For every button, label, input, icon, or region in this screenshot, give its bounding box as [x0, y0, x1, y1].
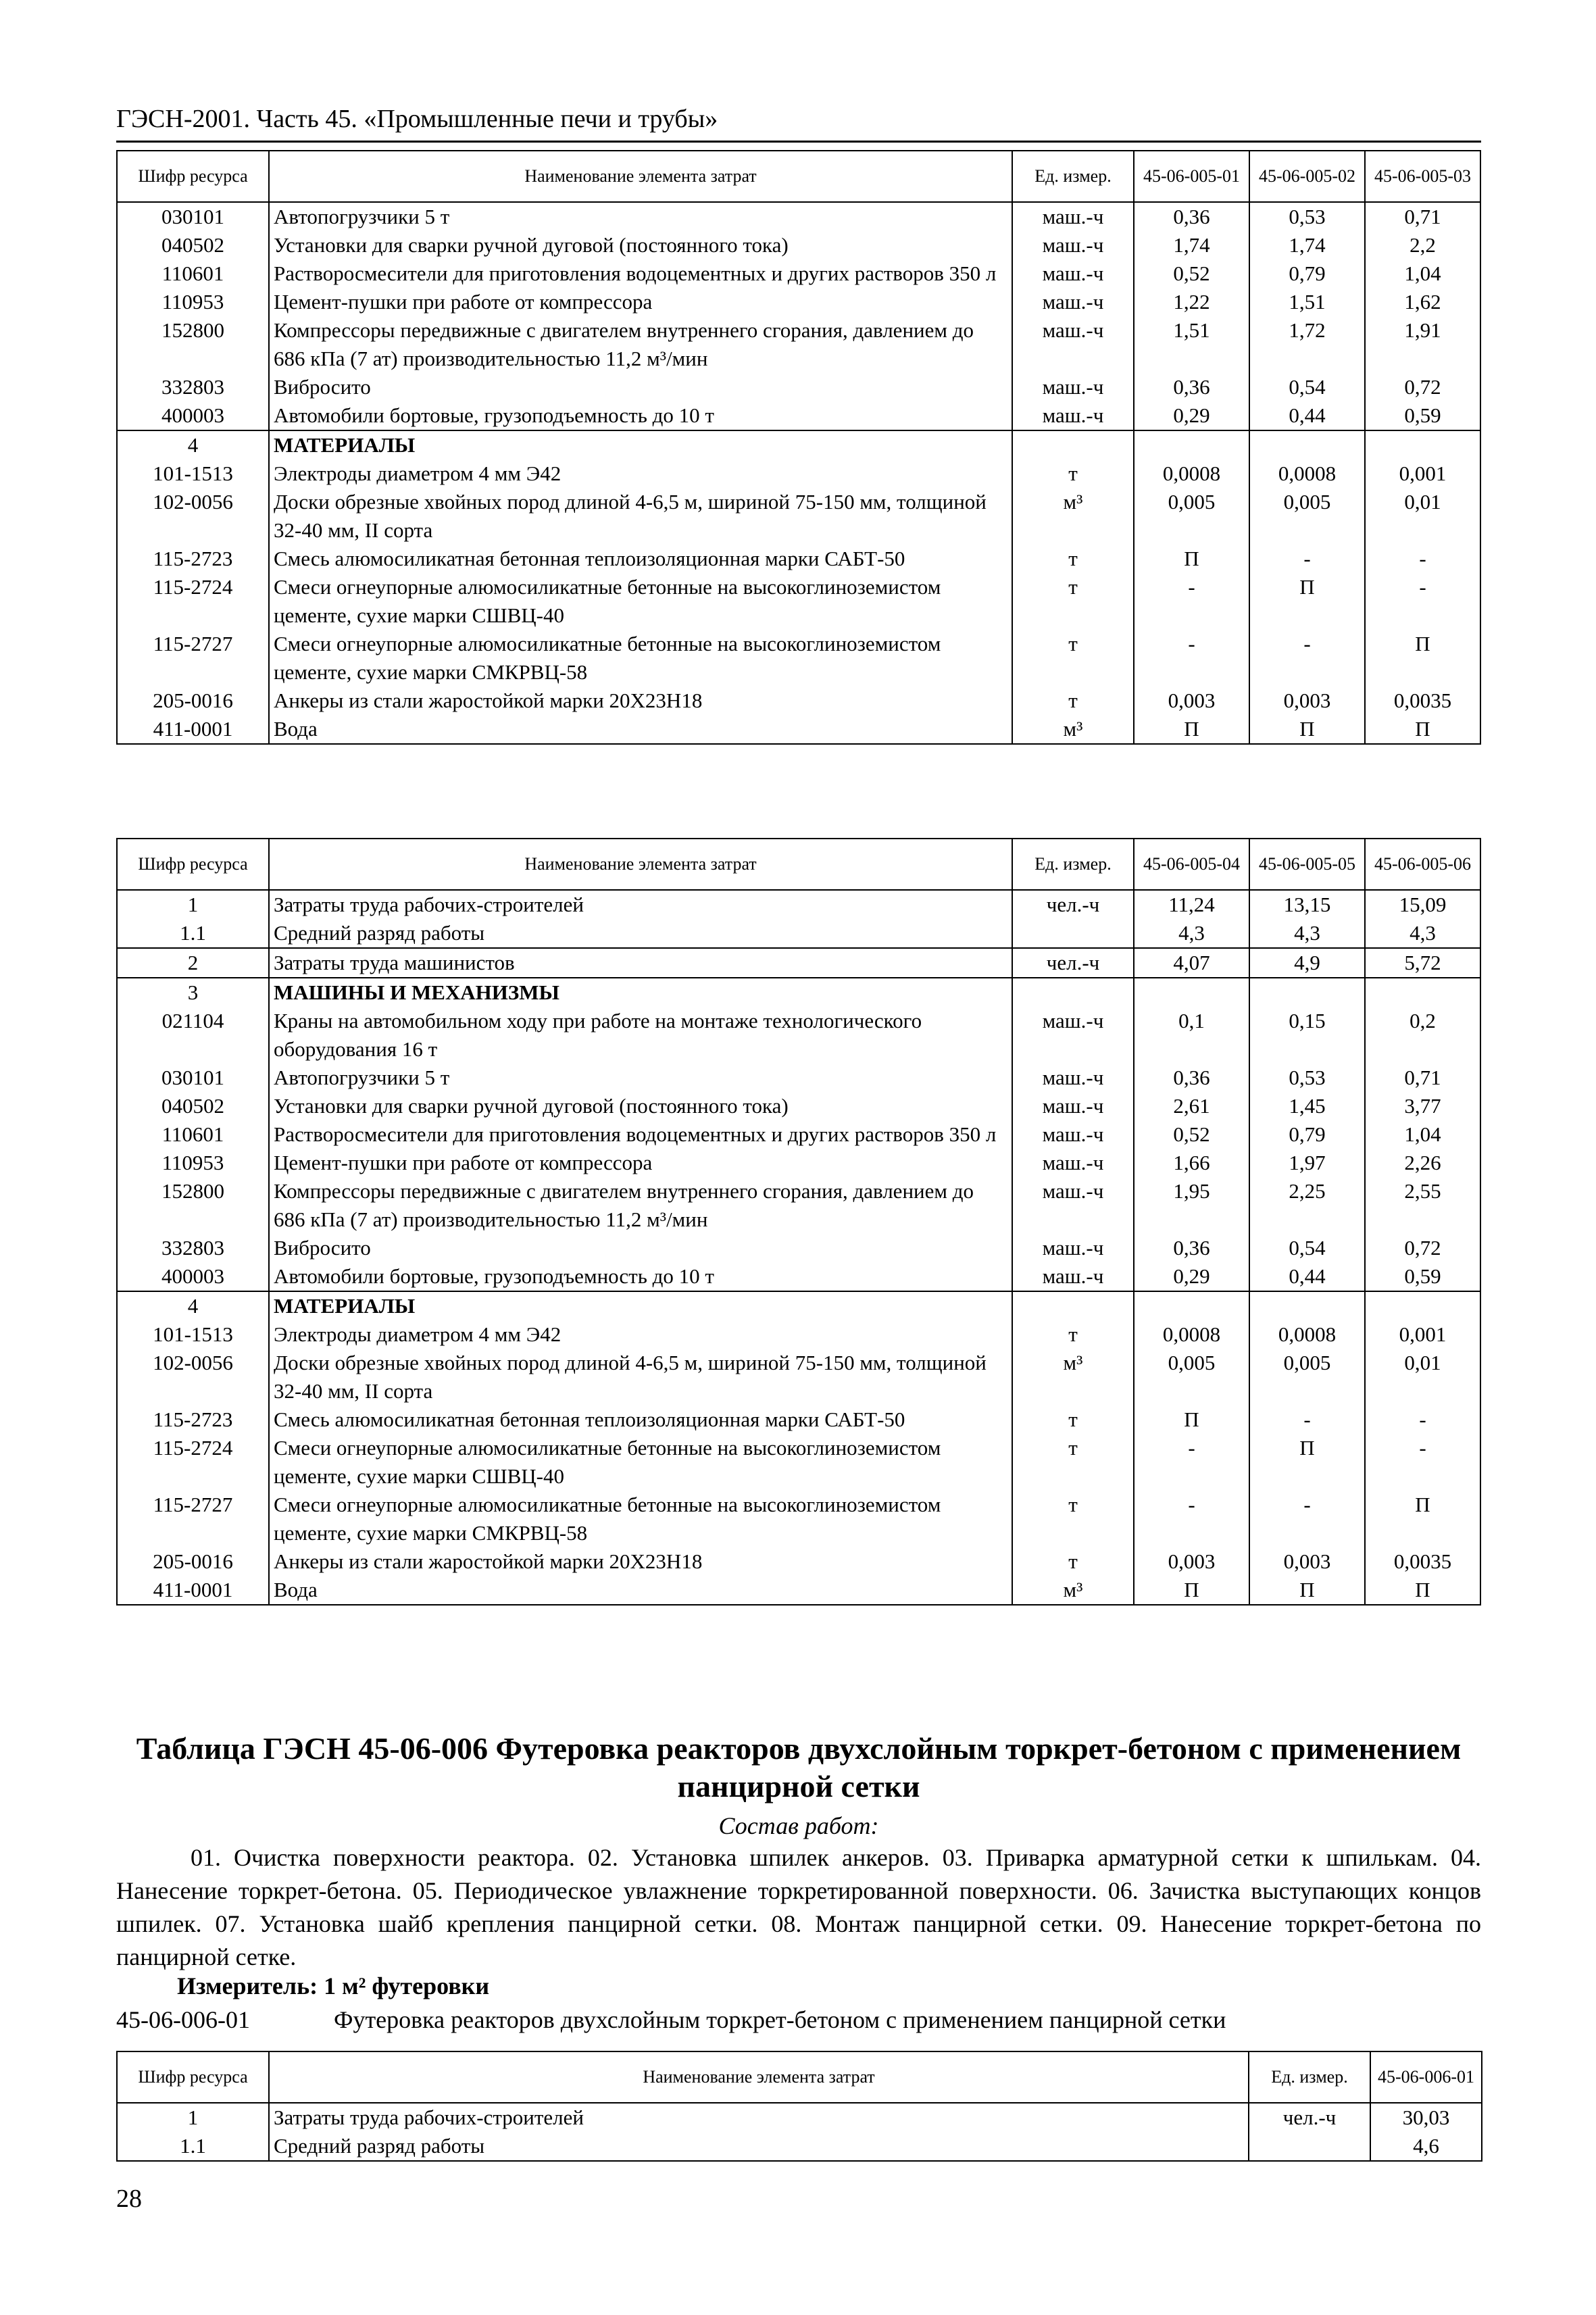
unit-of-measure [1012, 919, 1134, 948]
column-header: Шифр ресурса [117, 2051, 269, 2103]
norm-value: 0,0008 [1134, 1320, 1249, 1349]
norm-value: 1,22 [1134, 288, 1249, 316]
cost-element-name: Доски обрезные хвойных пород длиной 4-6,5 м, шириной 75-150 мм, толщиной 32-40 мм, II сорта [269, 488, 1012, 545]
unit-of-measure: маш.-ч [1012, 1092, 1134, 1120]
resource-code: 115-2724 [117, 573, 269, 630]
meter-label: Измеритель: 1 м² футеровки [177, 1972, 490, 1999]
table-row [117, 1149, 1480, 1177]
table-row [117, 687, 1480, 715]
resource-code: 030101 [117, 202, 269, 231]
unit-of-measure [1012, 430, 1134, 459]
resource-code: 115-2727 [117, 1491, 269, 1547]
resource-code: 040502 [117, 231, 269, 259]
norm-value: 0,54 [1249, 373, 1365, 401]
resource-code: 332803 [117, 1234, 269, 1262]
table-row [117, 2132, 1482, 2161]
cost-element-name: Компрессоры передвижные с двигателем внутреннего сгорания, давлением до 686 кПа (7 ат) производительностью 11,2 м³/мин [269, 316, 1012, 373]
norm-value: 0,71 [1365, 1064, 1480, 1092]
column-header: Шифр ресурса [117, 839, 269, 890]
unit-of-measure: т [1012, 1547, 1134, 1576]
table-body [117, 202, 1480, 744]
norm-value: - [1249, 1405, 1365, 1434]
unit-of-measure: маш.-ч [1012, 202, 1134, 231]
table-row [117, 1547, 1480, 1576]
table-row [117, 573, 1480, 630]
unit-of-measure: чел.-ч [1012, 948, 1134, 978]
unit-of-measure: т [1012, 1405, 1134, 1434]
norm-value: 0,003 [1134, 687, 1249, 715]
resource-code: 115-2727 [117, 630, 269, 687]
norm-value: - [1365, 1405, 1480, 1434]
unit-of-measure: т [1012, 630, 1134, 687]
norm-value: 0,71 [1365, 202, 1480, 231]
cost-element-name: Смеси огнеупорные алюмосиликатные бетонные на высокоглиноземистом цементе, сухие марки СМКРВЦ-58 [269, 1491, 1012, 1547]
resource-code: 411-0001 [117, 715, 269, 744]
table-row [117, 1064, 1480, 1092]
norm-value: - [1134, 1491, 1249, 1547]
norm-value [1365, 430, 1480, 459]
column-header: 45-06-005-06 [1365, 839, 1480, 890]
table-row [117, 316, 1480, 373]
table-row [117, 1491, 1480, 1547]
norm-code: 45-06-006-01 [116, 2006, 250, 2033]
norm-value: 0,52 [1134, 259, 1249, 288]
norm-value: 0,2 [1365, 1007, 1480, 1064]
cost-element-name: Установки для сварки ручной дуговой (постоянного тока) [269, 231, 1012, 259]
resource-code: 1.1 [117, 919, 269, 948]
norm-value: 0,79 [1249, 1120, 1365, 1149]
table-row [117, 1405, 1480, 1434]
table-row [117, 259, 1480, 288]
norm-value: 11,24 [1134, 890, 1249, 919]
cost-element-name: Растворосмесители для приготовления водоцементных и других растворов 350 л [269, 1120, 1012, 1149]
norm-value: 0,005 [1134, 1349, 1249, 1405]
cost-element-name: Растворосмесители для приготовления водоцементных и других растворов 350 л [269, 259, 1012, 288]
norm-value: 0,36 [1134, 373, 1249, 401]
table-row [117, 1234, 1480, 1262]
cost-table-3 [116, 2051, 1482, 2162]
resource-code: 4 [117, 430, 269, 459]
unit-of-measure: м³ [1012, 1576, 1134, 1605]
cost-element-name: Смеси огнеупорные алюмосиликатные бетонные на высокоглиноземистом цементе, сухие марки СМКРВЦ-58 [269, 630, 1012, 687]
cost-element-name: Компрессоры передвижные с двигателем внутреннего сгорания, давлением до 686 кПа (7 ат) производительностью 11,2 м³/мин [269, 1177, 1012, 1234]
resource-code: 115-2723 [117, 1405, 269, 1434]
table-row [117, 1120, 1480, 1149]
cost-table-1 [116, 150, 1481, 745]
cost-element-name: МАТЕРИАЛЫ [269, 1291, 1012, 1320]
works-label: Состав работ: [718, 1812, 879, 1839]
unit-of-measure: маш.-ч [1012, 1149, 1134, 1177]
norm-value: 1,04 [1365, 259, 1480, 288]
norm-value: 0,005 [1249, 488, 1365, 545]
norm-value: П [1249, 1576, 1365, 1605]
norm-value: - [1365, 573, 1480, 630]
norm-value: П [1249, 573, 1365, 630]
norm-value: 0,72 [1365, 1234, 1480, 1262]
cost-element-name: Затраты труда рабочих-строителей [269, 2103, 1249, 2132]
column-header: Наименование элемента затрат [269, 2051, 1249, 2103]
norm-value: 0,72 [1365, 373, 1480, 401]
resource-code: 101-1513 [117, 459, 269, 488]
norm-value: 4,3 [1365, 919, 1480, 948]
unit-of-measure: м³ [1012, 1349, 1134, 1405]
table-header-row [117, 839, 1480, 890]
column-header: 45-06-005-04 [1134, 839, 1249, 890]
unit-of-measure: т [1012, 687, 1134, 715]
norm-value: 1,74 [1134, 231, 1249, 259]
norm-value: - [1134, 630, 1249, 687]
norm-value: 0,29 [1134, 1262, 1249, 1291]
norm-value: 1,97 [1249, 1149, 1365, 1177]
cost-element-name: Цемент-пушки при работе от компрессора [269, 288, 1012, 316]
unit-of-measure: т [1012, 545, 1134, 573]
column-header: 45-06-006-01 [1370, 2051, 1482, 2103]
norm-value: П [1365, 1491, 1480, 1547]
resource-code: 040502 [117, 1092, 269, 1120]
resource-code: 102-0056 [117, 488, 269, 545]
table-row [117, 1007, 1480, 1064]
unit-of-measure: маш.-ч [1012, 1177, 1134, 1234]
table-header-row [117, 2051, 1482, 2103]
unit-of-measure [1249, 2132, 1370, 2161]
norm-value [1249, 1291, 1365, 1320]
norm-value: 0,0035 [1365, 1547, 1480, 1576]
norm-value: 0,36 [1134, 1234, 1249, 1262]
table-row [117, 919, 1480, 948]
norm-value: - [1365, 1434, 1480, 1491]
norm-value: П [1365, 1576, 1480, 1605]
column-header: Наименование элемента затрат [269, 839, 1012, 890]
resource-code: 102-0056 [117, 1349, 269, 1405]
column-header: 45-06-005-01 [1134, 151, 1249, 202]
table-row [117, 715, 1480, 744]
norm-value [1134, 1291, 1249, 1320]
norm-value: 1,95 [1134, 1177, 1249, 1234]
page-header: ГЭСН-2001. Часть 45. «Промышленные печи и трубы» [116, 105, 718, 133]
norm-value: 1,91 [1365, 316, 1480, 373]
cost-element-name: Анкеры из стали жаростойкой марки 20Х23Н18 [269, 1547, 1012, 1576]
cost-table-2 [116, 838, 1481, 1605]
norm-value: 0,59 [1365, 401, 1480, 430]
cost-element-name: Вибросито [269, 1234, 1012, 1262]
table-row [117, 488, 1480, 545]
cost-element-name: Автомобили бортовые, грузоподъемность до 10 т [269, 1262, 1012, 1291]
resource-code: 1 [117, 2103, 269, 2132]
unit-of-measure: маш.-ч [1012, 1064, 1134, 1092]
resource-code: 2 [117, 948, 269, 978]
norm-value: 5,72 [1365, 948, 1480, 978]
table-row [117, 288, 1480, 316]
unit-of-measure: маш.-ч [1012, 316, 1134, 373]
unit-of-measure: т [1012, 573, 1134, 630]
section-title: Таблица ГЭСН 45-06-006 Футеровка реакторов двухслойным торкрет-бетоном с применением панцирной сетки [136, 1731, 1462, 1803]
resource-code: 115-2723 [117, 545, 269, 573]
resource-code: 1.1 [117, 2132, 269, 2161]
norm-value: П [1134, 1405, 1249, 1434]
unit-of-measure [1012, 1291, 1134, 1320]
unit-of-measure: м³ [1012, 715, 1134, 744]
norm-value [1134, 430, 1249, 459]
table-row [117, 231, 1480, 259]
resource-code: 110953 [117, 1149, 269, 1177]
resource-code: 205-0016 [117, 687, 269, 715]
table-row [117, 401, 1480, 430]
norm-value: 0,79 [1249, 259, 1365, 288]
cost-element-name: Электроды диаметром 4 мм Э42 [269, 459, 1012, 488]
cost-element-name: Смеси огнеупорные алюмосиликатные бетонные на высокоглиноземистом цементе, сухие марки СШВЦ-40 [269, 1434, 1012, 1491]
norm-value: 3,77 [1365, 1092, 1480, 1120]
norm-name: Футеровка реакторов двухслойным торкрет-бетоном с применением панцирной сетки [334, 2006, 1226, 2033]
unit-of-measure: т [1012, 459, 1134, 488]
works-description: 01. Очистка поверхности реактора. 02. Установка шпилек анкеров. 03. Приварка арматурной сетки к шпилькам. 04. Нанесение торкрет-бетона. 05. Периодическое увлажнение торкретированной поверхности. 06. Зачистка выступающих концов шпилек. 07. Установка шайб крепления панцирной сетки. 08. Монтаж панцирной сетки. 09. Нанесение торкрет-бетона по панцирной сетке. [116, 1844, 1481, 1970]
unit-of-measure: маш.-ч [1012, 373, 1134, 401]
norm-value: 4,6 [1370, 2132, 1482, 2161]
cost-element-name: Вода [269, 1576, 1012, 1605]
resource-code: 3 [117, 978, 269, 1007]
norm-value: П [1134, 1576, 1249, 1605]
resource-code: 101-1513 [117, 1320, 269, 1349]
unit-of-measure: маш.-ч [1012, 401, 1134, 430]
cost-element-name: Смесь алюмосиликатная бетонная теплоизоляционная марки САБТ-50 [269, 545, 1012, 573]
table-row [117, 890, 1480, 919]
unit-of-measure: маш.-ч [1012, 1262, 1134, 1291]
unit-of-measure: маш.-ч [1012, 259, 1134, 288]
norm-value: 1,72 [1249, 316, 1365, 373]
cost-element-name: Цемент-пушки при работе от компрессора [269, 1149, 1012, 1177]
norm-value: 4,3 [1249, 919, 1365, 948]
unit-of-measure: т [1012, 1320, 1134, 1349]
norm-value: - [1134, 573, 1249, 630]
cost-element-name: Средний разряд работы [269, 919, 1012, 948]
norm-value: 0,001 [1365, 459, 1480, 488]
cost-element-name: МАТЕРИАЛЫ [269, 430, 1012, 459]
table-row [117, 1349, 1480, 1405]
norm-value: 0,1 [1134, 1007, 1249, 1064]
unit-of-measure: м³ [1012, 488, 1134, 545]
norm-value [1365, 1291, 1480, 1320]
norm-value: - [1134, 1434, 1249, 1491]
header-rule [116, 141, 1481, 143]
norm-value: 0,0008 [1249, 1320, 1365, 1349]
norm-value: - [1249, 545, 1365, 573]
norm-value: 1,45 [1249, 1092, 1365, 1120]
norm-value: 1,51 [1134, 316, 1249, 373]
table-row [117, 373, 1480, 401]
norm-value: 0,0008 [1249, 459, 1365, 488]
column-header: Ед. измер. [1249, 2051, 1370, 2103]
norm-value: 0,01 [1365, 1349, 1480, 1405]
unit-of-measure [1012, 978, 1134, 1007]
norm-value: 0,44 [1249, 1262, 1365, 1291]
norm-line [116, 2005, 1481, 2035]
norm-value: П [1134, 715, 1249, 744]
table-row [117, 978, 1480, 1007]
table-row [117, 1092, 1480, 1120]
column-header: 45-06-005-03 [1365, 151, 1480, 202]
table-row [117, 1434, 1480, 1491]
table-row [117, 1262, 1480, 1291]
page-number: 28 [116, 2185, 142, 2213]
cost-element-name: Электроды диаметром 4 мм Э42 [269, 1320, 1012, 1349]
norm-value [1249, 978, 1365, 1007]
column-header: 45-06-005-02 [1249, 151, 1365, 202]
cost-element-name: Вибросито [269, 373, 1012, 401]
table-row [117, 459, 1480, 488]
norm-value: 13,15 [1249, 890, 1365, 919]
norm-value: 2,26 [1365, 1149, 1480, 1177]
table-row [117, 1320, 1480, 1349]
norm-value: П [1249, 715, 1365, 744]
cost-element-name: Краны на автомобильном ходу при работе на монтаже технологического оборудования 16 т [269, 1007, 1012, 1064]
cost-element-name: Анкеры из стали жаростойкой марки 20Х23Н18 [269, 687, 1012, 715]
column-header: Ед. измер. [1012, 839, 1134, 890]
cost-element-name: Смеси огнеупорные алюмосиликатные бетонные на высокоглиноземистом цементе, сухие марки СШВЦ-40 [269, 573, 1012, 630]
norm-value: 0,0008 [1134, 459, 1249, 488]
unit-of-measure: т [1012, 1491, 1134, 1547]
unit-of-measure: маш.-ч [1012, 231, 1134, 259]
norm-value: 0,52 [1134, 1120, 1249, 1149]
table-row [117, 630, 1480, 687]
table-row [117, 1177, 1480, 1234]
norm-value: 0,0035 [1365, 687, 1480, 715]
table-body [117, 890, 1480, 1605]
resource-code: 1 [117, 890, 269, 919]
table-row [117, 2103, 1482, 2132]
resource-code: 110601 [117, 1120, 269, 1149]
resource-code: 4 [117, 1291, 269, 1320]
cost-element-name: МАШИНЫ И МЕХАНИЗМЫ [269, 978, 1012, 1007]
norm-value: - [1365, 545, 1480, 573]
norm-value: - [1249, 630, 1365, 687]
cost-element-name: Вода [269, 715, 1012, 744]
resource-code: 411-0001 [117, 1576, 269, 1605]
resource-code: 110953 [117, 288, 269, 316]
norm-value: 4,07 [1134, 948, 1249, 978]
resource-code: 115-2724 [117, 1434, 269, 1491]
column-header: Шифр ресурса [117, 151, 269, 202]
resource-code: 021104 [117, 1007, 269, 1064]
cost-element-name: Средний разряд работы [269, 2132, 1249, 2161]
norm-value: - [1249, 1491, 1365, 1547]
norm-value [1134, 978, 1249, 1007]
unit-of-measure: маш.-ч [1012, 1007, 1134, 1064]
norm-value: 0,003 [1249, 687, 1365, 715]
norm-value: П [1365, 715, 1480, 744]
column-header: Наименование элемента затрат [269, 151, 1012, 202]
cost-element-name: Автопогрузчики 5 т [269, 202, 1012, 231]
norm-value: П [1249, 1434, 1365, 1491]
cost-element-name: Автопогрузчики 5 т [269, 1064, 1012, 1092]
resource-code: 110601 [117, 259, 269, 288]
unit-of-measure: т [1012, 1434, 1134, 1491]
table-row [117, 545, 1480, 573]
resource-code: 205-0016 [117, 1547, 269, 1576]
norm-value: 4,9 [1249, 948, 1365, 978]
norm-value [1365, 978, 1480, 1007]
norm-value: 1,51 [1249, 288, 1365, 316]
norm-value: 30,03 [1370, 2103, 1482, 2132]
cost-element-name: Затраты труда машинистов [269, 948, 1012, 978]
norm-value: 2,2 [1365, 231, 1480, 259]
resource-code: 152800 [117, 316, 269, 373]
table-row [117, 1291, 1480, 1320]
resource-code: 030101 [117, 1064, 269, 1092]
cost-element-name: Смесь алюмосиликатная бетонная теплоизоляционная марки САБТ-50 [269, 1405, 1012, 1434]
table-row [117, 202, 1480, 231]
norm-value: 0,36 [1134, 202, 1249, 231]
norm-value: 0,005 [1134, 488, 1249, 545]
norm-value: 2,25 [1249, 1177, 1365, 1234]
norm-value: 0,53 [1249, 202, 1365, 231]
norm-value: 0,001 [1365, 1320, 1480, 1349]
cost-element-name: Установки для сварки ручной дуговой (постоянного тока) [269, 1092, 1012, 1120]
norm-value: 4,3 [1134, 919, 1249, 948]
norm-value: 0,36 [1134, 1064, 1249, 1092]
table-row [117, 1576, 1480, 1605]
unit-of-measure: чел.-ч [1249, 2103, 1370, 2132]
norm-value: 0,003 [1134, 1547, 1249, 1576]
norm-value: 0,15 [1249, 1007, 1365, 1064]
norm-value: П [1365, 630, 1480, 687]
table-body [117, 2103, 1482, 2161]
norm-value: 1,62 [1365, 288, 1480, 316]
column-header: 45-06-005-05 [1249, 839, 1365, 890]
norm-value: 0,59 [1365, 1262, 1480, 1291]
norm-value: 0,44 [1249, 401, 1365, 430]
norm-value: 0,003 [1249, 1547, 1365, 1576]
norm-value: 0,005 [1249, 1349, 1365, 1405]
resource-code: 332803 [117, 373, 269, 401]
norm-value: 1,66 [1134, 1149, 1249, 1177]
norm-value: 0,54 [1249, 1234, 1365, 1262]
norm-value: 0,29 [1134, 401, 1249, 430]
cost-element-name: Затраты труда рабочих-строителей [269, 890, 1012, 919]
norm-value: П [1134, 545, 1249, 573]
cost-element-name: Автомобили бортовые, грузоподъемность до 10 т [269, 401, 1012, 430]
norm-value: 0,01 [1365, 488, 1480, 545]
unit-of-measure: чел.-ч [1012, 890, 1134, 919]
unit-of-measure: маш.-ч [1012, 1120, 1134, 1149]
norm-value: 1,74 [1249, 231, 1365, 259]
resource-code: 152800 [117, 1177, 269, 1234]
norm-value [1249, 430, 1365, 459]
table-row [117, 948, 1480, 978]
norm-value: 2,55 [1365, 1177, 1480, 1234]
resource-code: 400003 [117, 401, 269, 430]
norm-value: 1,04 [1365, 1120, 1480, 1149]
resource-code: 400003 [117, 1262, 269, 1291]
norm-value: 2,61 [1134, 1092, 1249, 1120]
norm-value: 0,53 [1249, 1064, 1365, 1092]
unit-of-measure: маш.-ч [1012, 1234, 1134, 1262]
column-header: Ед. измер. [1012, 151, 1134, 202]
table-header-row [117, 151, 1480, 202]
table-row [117, 430, 1480, 459]
cost-element-name: Доски обрезные хвойных пород длиной 4-6,5 м, шириной 75-150 мм, толщиной 32-40 мм, II сорта [269, 1349, 1012, 1405]
norm-value: 15,09 [1365, 890, 1480, 919]
unit-of-measure: маш.-ч [1012, 288, 1134, 316]
